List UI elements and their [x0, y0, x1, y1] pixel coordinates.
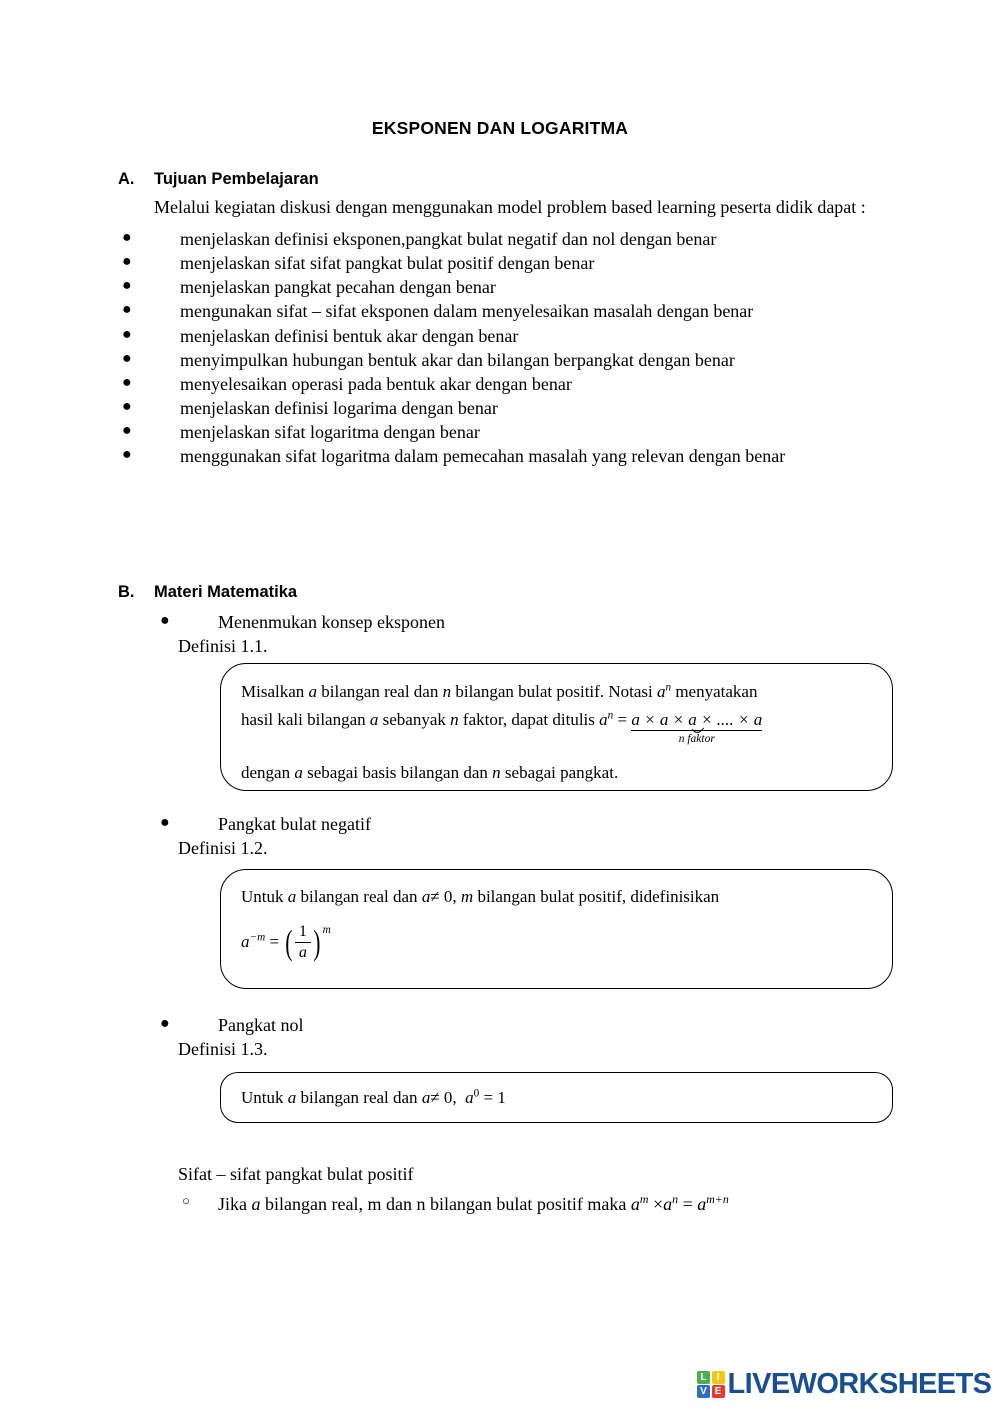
math-var-a: a [421, 887, 431, 906]
paren-open-icon: ( [285, 922, 293, 962]
properties-heading: Sifat – sifat pangkat bulat positif [178, 1164, 414, 1184]
definition-box-2-body [221, 870, 892, 963]
math-equals: = [269, 931, 280, 951]
math-exp: −m [249, 930, 266, 943]
definition-box-3-body: Untuk a bilangan real dan a≠ 0, $a^0 = 1$ [241, 1087, 506, 1107]
definition-box-3 [220, 1072, 893, 1123]
list-item: ● menjelaskan sifat logaritma dengan benar [122, 421, 480, 442]
math-notation-exp: n [665, 681, 672, 694]
box1-line-1: Misalkan a bilangan real dan n bilangan bulat positif. Notasi $a^n$ menyatakan [241, 681, 758, 701]
math-equals: = [682, 1194, 693, 1215]
math-formula-lhs: a [599, 709, 608, 729]
section-a-heading [118, 170, 908, 189]
math-var-n: n [442, 682, 452, 701]
logo-wordmark: LIVEWORKSHEETS [727, 1368, 992, 1400]
objective-text: menyimpulkan hubungan bentuk akar dan bilangan berpangkat dengan benar [180, 349, 735, 370]
topic-bullet-3 [118, 1013, 908, 1037]
list-item: ● menjelaskan definisi logarima dengan benar [122, 397, 498, 418]
objective-text: menjelaskan sifat logaritma dengan benar [180, 421, 480, 442]
math-var-a: a [421, 1088, 431, 1107]
math-base: a [241, 931, 250, 951]
properties-block [118, 1162, 908, 1216]
objective-text: menggunakan sifat logaritma dalam pemecahan masalah yang relevan dengan benar [180, 446, 786, 467]
section-b-title: Materi Matematika [154, 583, 298, 601]
topic-bullet-1 [118, 610, 908, 634]
objective-text: menyelesaikan operasi pada bentuk akar dengan benar [180, 373, 572, 394]
logo-cell-l: L [697, 1371, 710, 1384]
list-item: ● menyimpulkan hubungan bentuk akar dan bilangan berpangkat dengan benar [122, 349, 735, 370]
page-title: EKSPONEN DAN LOGARITMA [371, 118, 629, 138]
math-outer-exp: m [322, 923, 331, 936]
box2-line-1: Untuk a bilangan real dan a≠ 0, m bilangan bulat positif, didefinisikan [241, 887, 720, 906]
circle-bullet-icon: ○ [182, 1193, 190, 1209]
list-item: ● menjelaskan definisi bentuk akar dengan benar [122, 325, 519, 346]
math-equals-one: = 1 [483, 1088, 506, 1107]
logo-cell-i: I [712, 1371, 725, 1384]
math-product-terms: a × a × a × .... × a [631, 709, 763, 729]
definition-label-3: Definisi 1.3. [178, 1039, 268, 1060]
objective-text: menjelaskan definisi bentuk akar dengan benar [180, 325, 519, 346]
topic-bullet-2 [118, 812, 908, 836]
bullet-icon: ● [160, 1015, 170, 1032]
section-b-heading [118, 583, 908, 602]
section-a-intro: Melalui kegiatan diskusi dengan menggunakan model problem based learning peserta didik dapat : [154, 197, 866, 217]
math-var-a: a [287, 1088, 297, 1107]
section-b-letter: B. [118, 583, 135, 601]
topic-pangkat-negatif [118, 812, 908, 860]
list-item: ● menggunakan sifat logaritma dalam pemecahan masalah yang relevan dengan benar [122, 446, 786, 467]
objective-text: menjelaskan pangkat pecahan dengan benar [180, 277, 496, 298]
objective-text: menjelaskan definisi logarima dengan benar [180, 397, 498, 418]
objective-text: mengunakan sifat – sifat eksponen dalam menyelesaikan masalah dengan benar [180, 301, 754, 322]
math-base: a [663, 1194, 673, 1215]
logo-cell-e: E [712, 1385, 725, 1398]
definition-box-1-body [221, 664, 892, 786]
math-notation-base: a [656, 682, 666, 701]
box2-formula [241, 922, 872, 964]
topic-eksponen [118, 610, 908, 658]
math-brace-label: n faktor [678, 732, 715, 745]
list-item: ● menjelaskan definisi eksponen,pangkat bulat negatif dan nol dengan benar [122, 229, 717, 250]
topic-label-3: Pangkat nol [218, 1015, 304, 1035]
topic-pangkat-nol [118, 1013, 908, 1061]
definition-box-1 [220, 663, 893, 791]
liveworksheets-icon [697, 1371, 725, 1399]
paren-close-icon: ) [313, 922, 321, 962]
definition-label-2: Definisi 1.2. [178, 838, 268, 859]
topic-label-1: Menenmukan konsep eksponen [218, 612, 445, 632]
math-fraction [295, 922, 311, 963]
box1-line-3: dengan a sebagai basis bilangan dan n sebagai pangkat. [241, 763, 619, 782]
math-var-m: m [460, 887, 474, 906]
math-var-n: n [450, 709, 459, 729]
math-var-a: a [294, 763, 303, 782]
math-var-a: a [369, 709, 379, 729]
definition-box-2 [220, 869, 893, 989]
list-item: ● mengunakan sifat – sifat eksponen dalam menyelesaikan masalah dengan benar [122, 301, 754, 322]
objective-text: menjelaskan sifat sifat pangkat bulat positif dengan benar [180, 253, 595, 274]
section-b [118, 583, 908, 602]
section-a-letter: A. [118, 170, 135, 188]
math-base: a [465, 1088, 474, 1107]
section-a [118, 170, 908, 468]
math-var-n: n [492, 763, 501, 782]
math-var-a: a [251, 1194, 261, 1215]
definition-label-1: Definisi 1.1. [178, 636, 268, 657]
list-item: ● menjelaskan pangkat pecahan dengan benar [122, 277, 496, 298]
list-item: ● menjelaskan sifat sifat pangkat bulat positif dengan benar [122, 253, 595, 274]
math-times: × [652, 1194, 664, 1215]
math-base: a [630, 1194, 640, 1215]
logo-cell-v: V [697, 1385, 710, 1398]
liveworksheets-logo[interactable] [697, 1368, 991, 1401]
math-exp: 0 [473, 1087, 480, 1100]
bullet-icon: ● [160, 612, 170, 629]
bullet-icon: ● [160, 814, 170, 831]
math-var-a: a [287, 887, 297, 906]
math-base: a [697, 1194, 707, 1215]
topic-label-2: Pangkat bulat negatif [218, 814, 371, 834]
list-item: ● menyelesaikan operasi pada bentuk akar dengan benar [122, 373, 572, 394]
section-a-title: Tujuan Pembelajaran [154, 170, 319, 188]
fraction-denominator: a [298, 944, 307, 962]
math-underbrace [631, 707, 763, 745]
objectives-list [118, 227, 908, 468]
property-item-1: ○ Jika a bilangan real, m dan n bilangan bulat positif maka $a^m \times a^n = a^{m+n}$ [182, 1192, 729, 1215]
objective-text: menjelaskan definisi eksponen,pangkat bulat negatif dan nol dengan benar [180, 229, 717, 250]
math-var-a: a [308, 682, 318, 701]
fraction-numerator: 1 [295, 922, 311, 943]
box1-line-2: hasil kali bilangan a sebanyak n faktor, dapat ditulis $a^n = a \times a \times a$ × .... × a n faktor [241, 707, 872, 733]
